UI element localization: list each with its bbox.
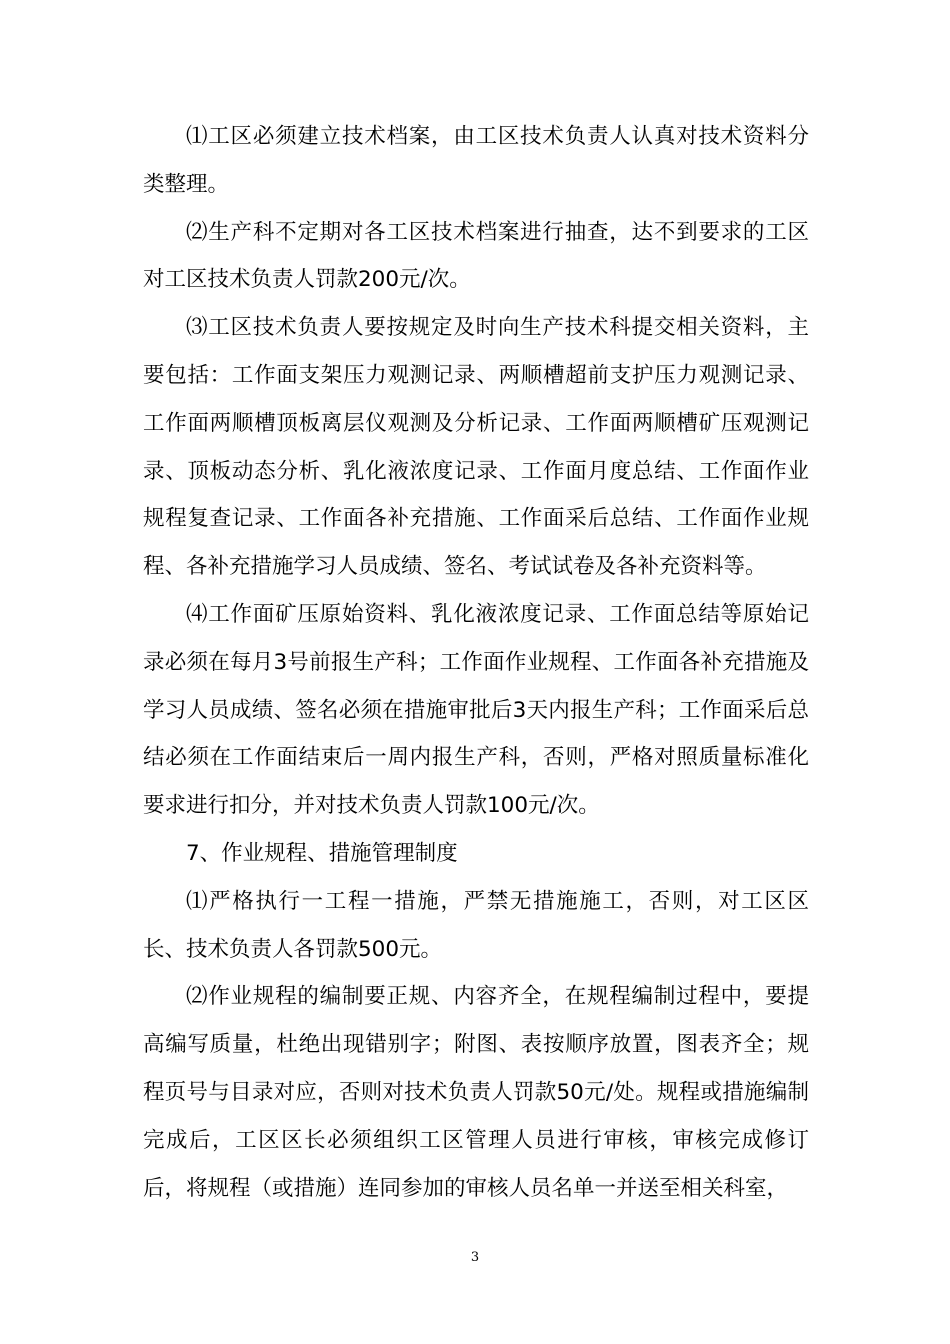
paragraph-one-project-one-measure: ⑴严格执行一工程一措施，严禁无措施施工，否则，对工区区长、技术负责人各罚款500元。 (143, 888, 809, 962)
paragraph-procedure-compilation: ⑵作业规程的编制要正规、内容齐全，在规程编制过程中，要提高编写质量，杜绝出现错别字；附图、表按顺序放置，图表齐全；规程页号与目录对应，否则对技术负责人罚款50元/处。规程或措施编制完成后，工区区长必须组织工区管理人员进行审核，审核完成修订后，将规程（或措施）连同参加的审核人员名单一并送至相关科室， (143, 984, 809, 1201)
paragraph-submission-deadlines: ⑷工作面矿压原始资料、乳化液浓度记录、工作面总结等原始记录必须在每月3号前报生产科；工作面作业规程、工作面各补充措施及学习人员成绩、签名必须在措施审批后3天内报生产科；工作面采后总结必须在工作面结束后一周内报生产科，否则，严格对照质量标准化要求进行扣分，并对技术负责人罚款100元/次。 (143, 601, 809, 819)
section-heading-procedures: 7、作业规程、措施管理制度 (186, 840, 458, 866)
paragraph-archive-requirement: ⑴工区必须建立技术档案，由工区技术负责人认真对技术资料分类整理。 (143, 124, 809, 197)
page-number: 3 (470, 1250, 480, 1265)
paragraph-spot-check: ⑵生产科不定期对各工区技术档案进行抽查，达不到要求的工区对工区技术负责人罚款200元/次。 (143, 219, 809, 293)
paragraph-submit-materials: ⑶工区技术负责人要按规定及时向生产技术科提交相关资料，主要包括：工作面支架压力观测记录、两顺槽超前支护压力观测记录、工作面两顺槽顶板离层仪观测及分析记录、工作面两顺槽矿压观测记录、顶板动态分析、乳化液浓度记录、工作面月度总结、工作面作业规程复查记录、工作面各补充措施、工作面采后总结、工作面作业规程、各补充措施学习人员成绩、签名、考试试卷及各补充资料等。 (143, 315, 809, 580)
body-text (143, 113, 809, 1212)
